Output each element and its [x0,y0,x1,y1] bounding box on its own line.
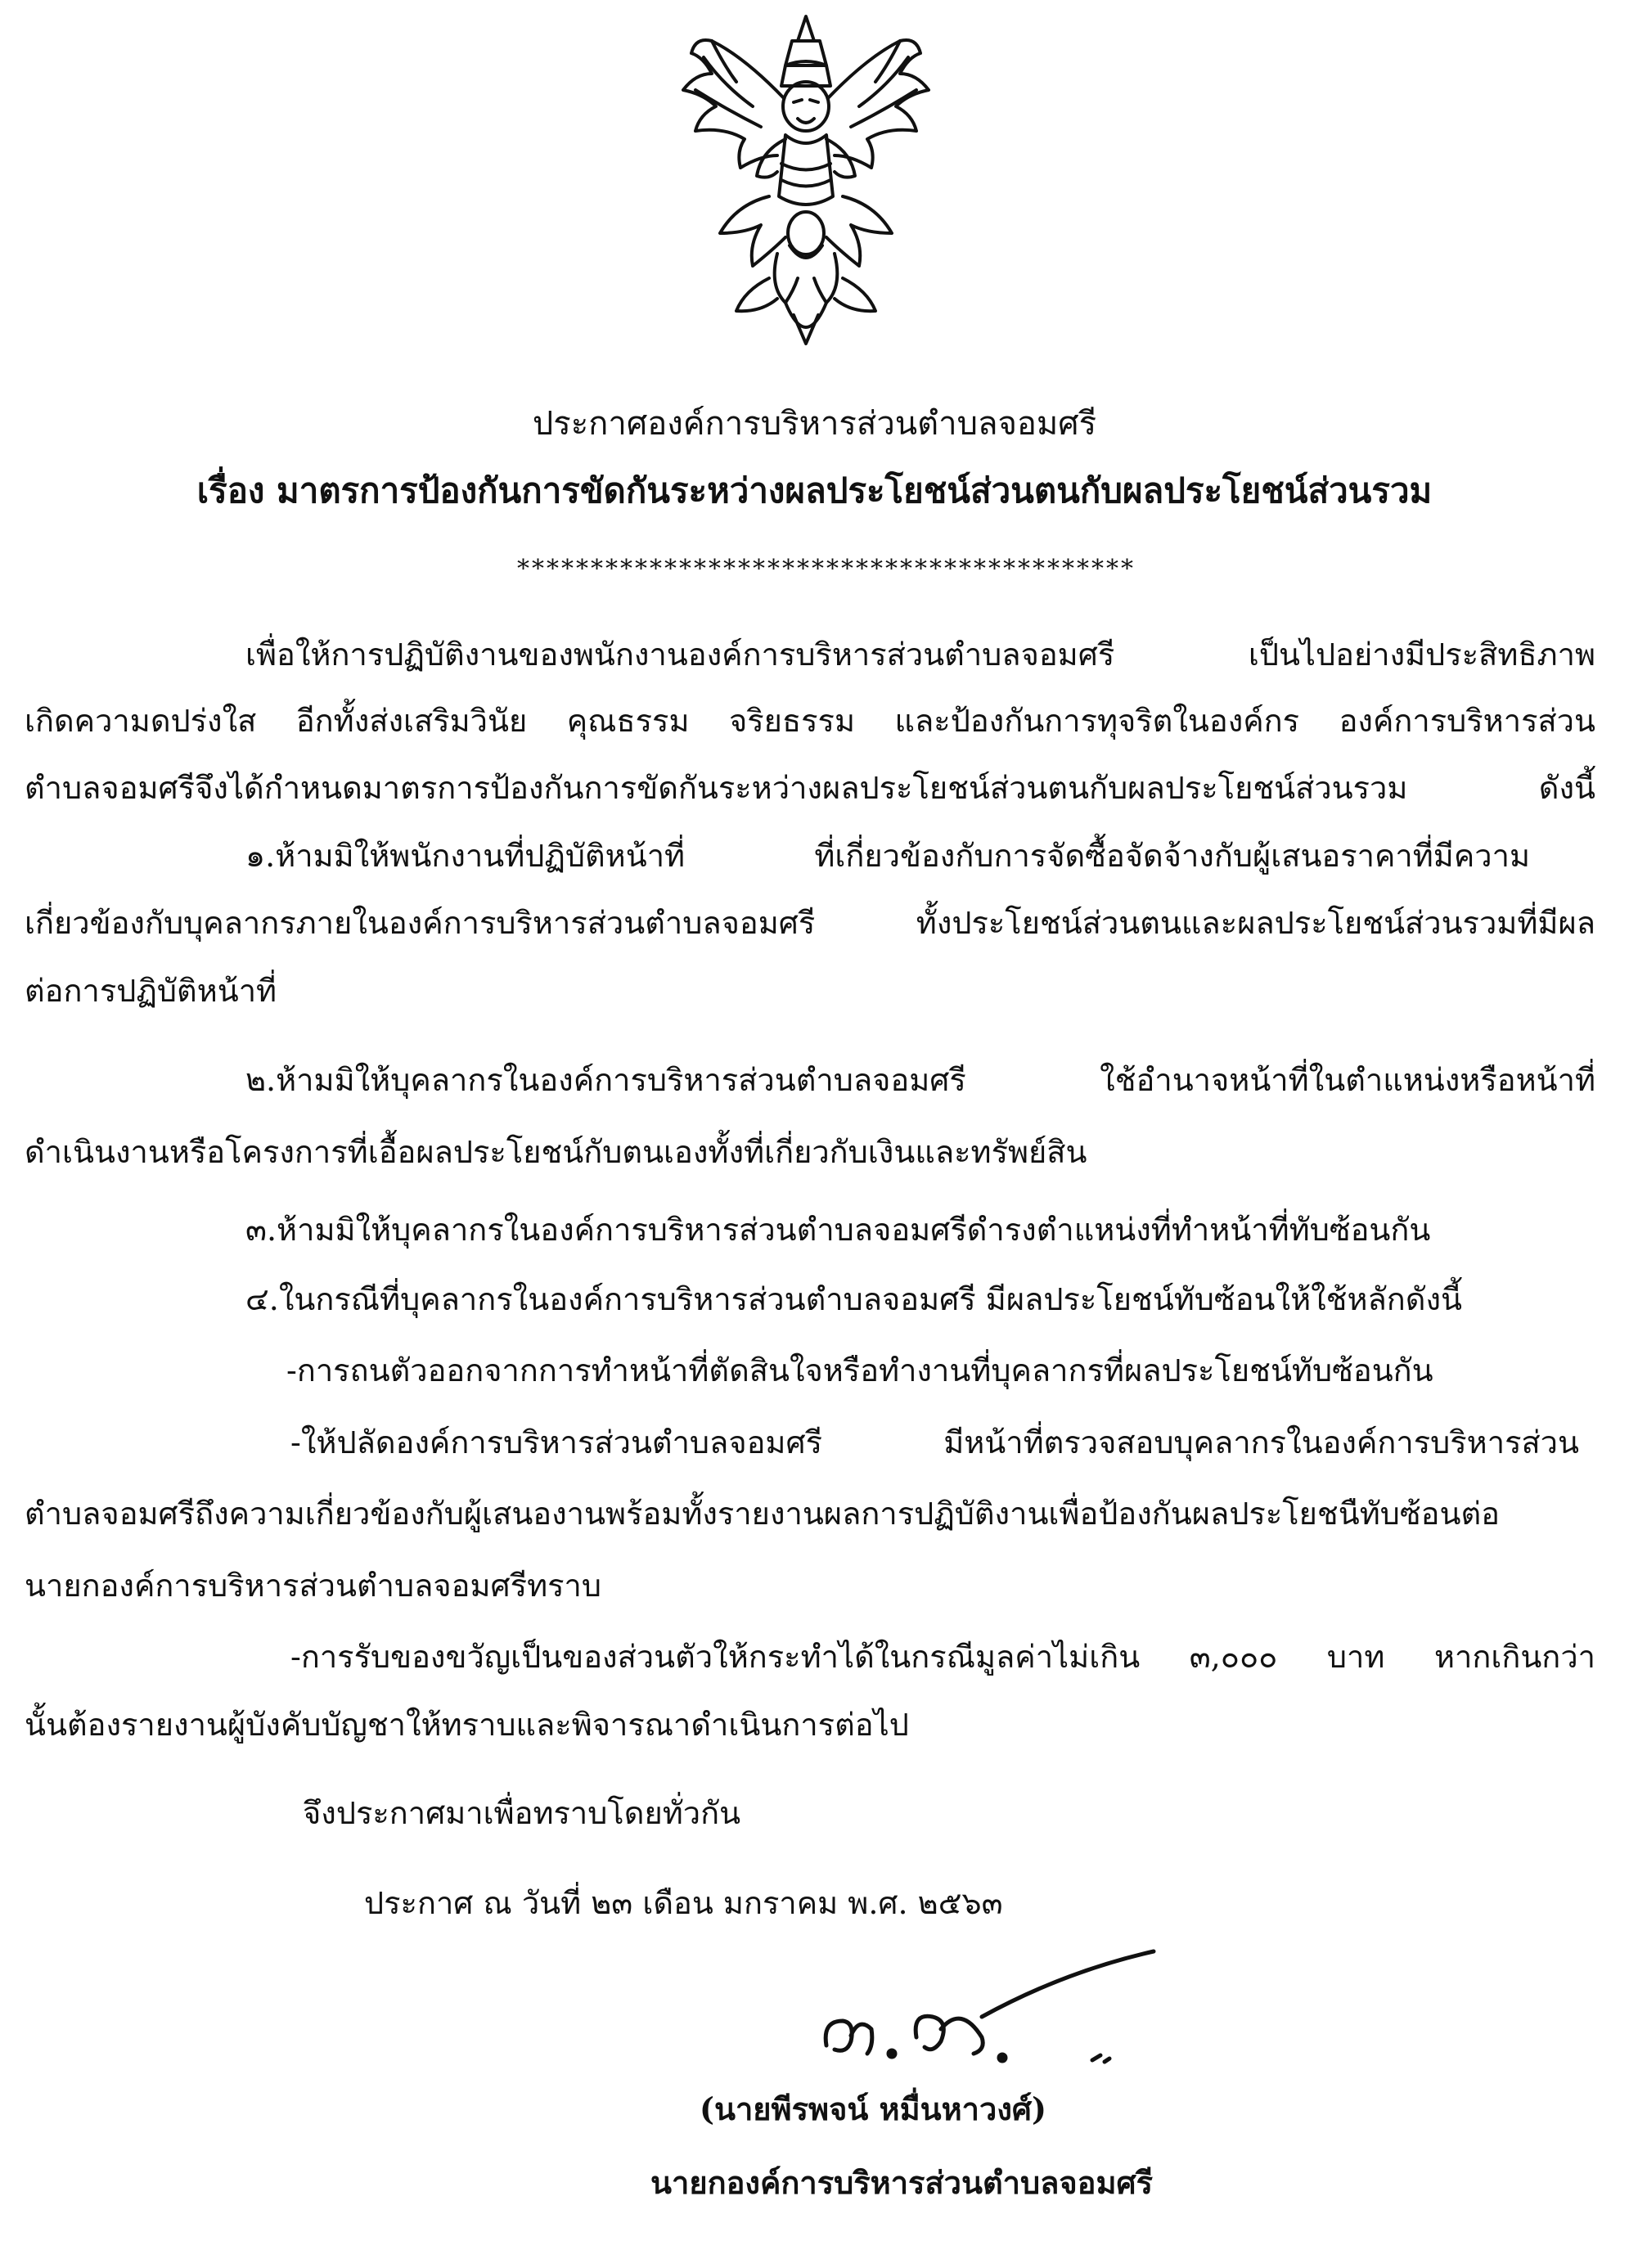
item-4-sub-2-line-1: -ให้ปลัดองค์การบริหารส่วนตำบลจอมศรี มีหน้าที่ตรวจสอบบุคลากรในองค์การบริหารส่วน [290,1424,1579,1460]
intro-line-1: เพื่อให้การปฏิบัติงานของพนักงานองค์การบริหารส่วนตำบลจอมศรี เป็นไปอย่างมีประสิทธิภาพ [245,637,1595,673]
announcement-subject: เรื่อง มาตรการป้องกันการขัดกันระหว่างผลประโยชน์ส่วนตนกับผลประโยชน์ส่วนรวม [196,470,1433,511]
signatory-position: นายกองค์การบริหารส่วนตำบลจอมศรี [650,2164,1154,2201]
item-4-sub-3-line-1: -การรับของขวัญเป็นของส่วนตัวให้กระทำได้ในกรณีมูลค่าไม่เกิน ๓,๐๐๐ บาท หากเกินกว่า [290,1639,1595,1675]
item-1-line-1: ๑.ห้ามมิให้พนักงานที่ปฏิบัติหน้าที่ ที่เกี่ยวข้องกับการจัดซื้อจัดจ้างกับผู้เสนอราคาที่มีความ [245,838,1530,874]
signatory-name: (นายพีรพจน์ หมื่นหาวงศ์) [700,2090,1046,2127]
item-3-line-1: ๓.ห้ามมิให้บุคลากรในองค์การบริหารส่วนตำบลจอมศรีดำรงตำแหน่งที่ทำหน้าที่ทับซ้อนกัน [245,1212,1431,1248]
signature-image [818,1939,1162,2078]
item-4-line-1: ๔.ในกรณีที่บุคลากรในองค์การบริหารส่วนตำบลจอมศรี มีผลประโยชน์ทับซ้อนให้ใช้หลักดังนี้ [245,1281,1463,1317]
item-4-sub-2-line-3: นายกองค์การบริหารส่วนตำบลจอมศรีทราบ [25,1568,601,1604]
item-4-sub-3-line-2: นั้นต้องรายงานผู้บังคับบัญชาให้ทราบและพิจารณาดำเนินการต่อไป [25,1707,909,1743]
item-4-sub-1: -การถนตัวออกจากการทำหน้าที่ตัดสินใจหรือทำงานที่บุคลากรที่ผลประโยชน์ทับซ้อนกัน [286,1352,1433,1388]
intro-line-2: เกิดความดปร่งใส อีกทั้งส่งเสริมวินัย คุณธรรม จริยธรรม และป้องกันการทุจริตในองค์กร องค์การบริหารส่วน [25,703,1595,739]
announcement-title: ประกาศองค์การบริหารส่วนตำบลจอมศรี [532,405,1097,443]
closing-announce: จึงประกาศมาเพื่อทราบโดยทั่วกัน [303,1795,741,1831]
separator-line: ****************************************** [517,555,1136,583]
item-1-line-2: เกี่ยวข้องกับบุคลากรภายในองค์การบริหารส่วนตำบลจอมศรี ทั้งประโยชน์ส่วนตนและผลประโยชน์ส่วนรวมที่มีผล [25,905,1595,941]
garuda-emblem-icon [646,8,965,352]
intro-line-3: ตำบลจอมศรีจึงได้กำหนดมาตรการป้องกันการขัดกันระหว่างผลประโยชน์ส่วนตนกับผลประโยชน์ส่วนรวม ดังนี้ [25,770,1595,806]
item-2-line-2: ดำเนินงานหรือโครงการที่เอื้อผลประโยชน์กับตนเองทั้งที่เกี่ยวกับเงินและทรัพย์สิน [25,1134,1087,1170]
item-4-sub-2-line-2: ตำบลจอมศรีถึงความเกี่ยวข้องกับผู้เสนองานพร้อมทั้งรายงานผลการปฏิบัติงานเพื่อป้องกันผลประโยชนืทับซ้อนต่อ [25,1496,1500,1532]
announcement-date: ประกาศ ณ วันที่ ๒๓ เดือน มกราคม พ.ศ. ๒๕๖๓ [364,1885,1003,1921]
item-2-line-1: ๒.ห้ามมิให้บุคลากรในองค์การบริหารส่วนตำบลจอมศรี ใช้อำนาจหน้าที่ในตำแหน่งหรือหน้าที่ [245,1062,1595,1098]
item-1-line-3: ต่อการปฏิบัติหน้าที่ [25,973,277,1009]
